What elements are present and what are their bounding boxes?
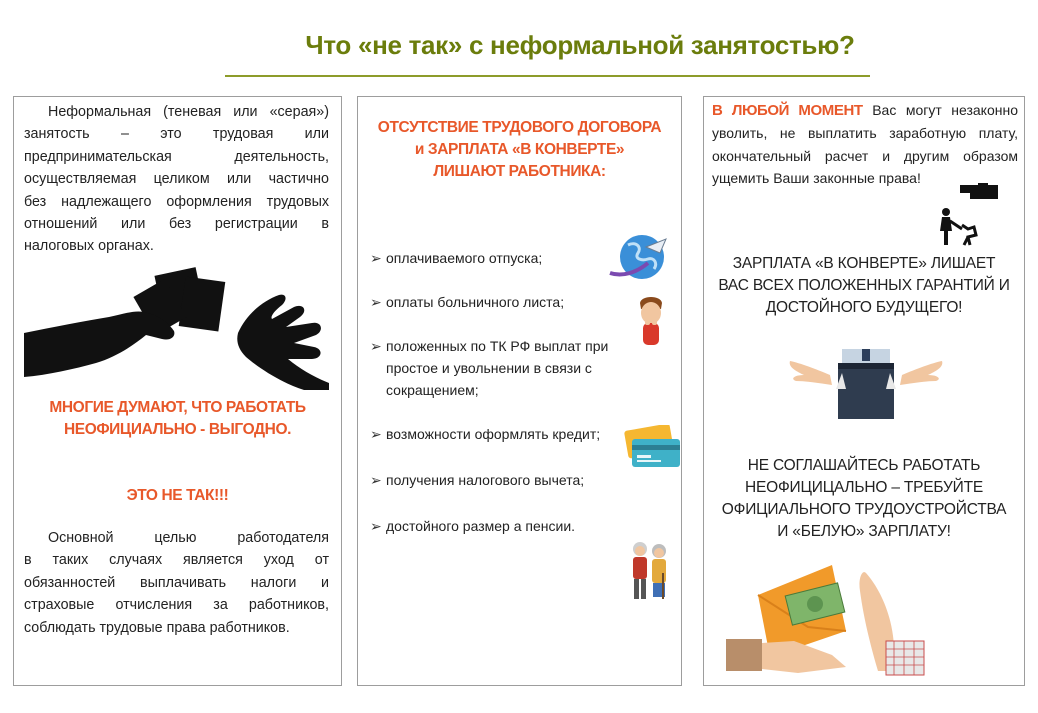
list-item-text: достойного размер а пенсии. <box>386 518 576 534</box>
list-item-text: простое и увольнении в связи с <box>386 360 592 376</box>
deprivation-list <box>370 247 640 537</box>
middle-heading-line-2: и ЗАРПЛАТА «В КОНВЕРТЕ» <box>414 141 625 158</box>
definition-line: Неформальная (теневая или «серая») <box>48 104 329 120</box>
not-so-statement: ЭТО НЕ ТАК!!! <box>126 487 229 504</box>
left-panel <box>13 96 342 686</box>
list-item <box>370 291 640 313</box>
fired-worker-icon <box>934 207 984 247</box>
middle-panel <box>357 96 682 686</box>
list-item <box>370 423 640 445</box>
definition-line: занятость – это трудовая или <box>24 126 329 143</box>
anytime-rest: Вас могут незаконно <box>862 102 1018 118</box>
list-item-text: положенных по ТК РФ выплат при <box>386 338 609 354</box>
advice-line: ОФИЦИАЛЬНОГО ТРУДОУСТРОЙСТВА <box>721 501 1007 518</box>
myth-line-1: МНОГИЕ ДУМАЮТ, ЧТО РАБОТАТЬ <box>49 399 306 416</box>
goal-line: обязанностей выплачивать налоги и <box>24 574 329 591</box>
envelope-line: ДОСТОЙНОГО БУДУЩЕГО! <box>765 299 963 316</box>
myth-line-2: НЕОФИЦИАЛЬНО - ВЫГОДНО. <box>63 421 292 438</box>
definition-line: налоговых органах. <box>24 238 154 255</box>
goal-line: соблюдать трудовые права работников. <box>24 619 290 636</box>
advice-line: НЕ СОГЛАШАЙТЕСЬ РАБОТАТЬ <box>747 457 981 474</box>
list-item-text: оплаты больничного листа; <box>386 294 565 310</box>
middle-heading-line-1: ОТСУТСТВИЕ ТРУДОВОГО ДОГОВОРА <box>377 119 662 136</box>
arrow-bullet-icon: ➢ <box>370 426 382 442</box>
advice-line: И «БЕЛУЮ» ЗАРПЛАТУ! <box>777 523 951 540</box>
list-item <box>370 247 640 269</box>
goal-line: в таких случаях является уход от <box>24 552 329 569</box>
definition-line: осуществляемая целиком или частично <box>24 171 329 188</box>
arrow-bullet-icon: ➢ <box>370 518 382 534</box>
arrow-bullet-icon: ➢ <box>370 338 382 354</box>
empty-pockets-icon <box>786 349 946 419</box>
advice-line: НЕОФИЦИЦАЛЬНО – ТРЕБУЙТЕ <box>744 479 984 496</box>
definition-line: отношений или без регистрации в <box>24 216 329 233</box>
anytime-line: ущемить Ваши законные права! <box>712 170 921 187</box>
arrow-bullet-icon: ➢ <box>370 472 382 488</box>
list-item-text: возможности оформлять кредит; <box>386 426 601 442</box>
list-item-text: сокращением; <box>386 382 479 398</box>
anytime-paragraph <box>712 99 1018 190</box>
anytime-line <box>712 99 1018 122</box>
list-item <box>370 515 640 537</box>
anytime-line: уволить, не выплатить заработную плату, <box>712 125 1018 142</box>
pointing-hand-icon <box>960 181 998 201</box>
anytime-bold: В ЛЮБОЙ МОМЕНТ <box>712 102 863 119</box>
definition-line: без надлежащего оформления трудовых <box>24 193 329 210</box>
middle-heading-line-3: ЛИШАЮТ РАБОТНИКА: <box>433 163 606 180</box>
list-item-text: получения налогового вычета; <box>386 472 585 488</box>
worried-man-icon <box>635 293 667 349</box>
definition-line: предпринимательская деятельность, <box>24 148 329 165</box>
definition-paragraph <box>24 101 329 258</box>
envelope-money-icon <box>722 561 927 681</box>
right-panel <box>703 96 1025 686</box>
arrow-bullet-icon: ➢ <box>370 294 382 310</box>
title-underline <box>225 75 870 77</box>
envelope-line: ВАС ВСЕХ ПОЛОЖЕННЫХ ГАРАНТИЙ И <box>718 277 1010 294</box>
list-item <box>370 335 640 401</box>
page-title: Что «не так» с неформальной занятостью? <box>305 30 855 60</box>
elderly-couple-icon <box>626 537 674 603</box>
goal-line: Основной целью работодателя <box>48 530 329 546</box>
handover-silhouette-icon <box>24 265 329 390</box>
list-item <box>370 469 640 491</box>
anytime-line: окончательный расчет и другим образом <box>712 147 1018 164</box>
goal-paragraph <box>24 527 329 639</box>
arrow-bullet-icon: ➢ <box>370 250 382 266</box>
goal-line: страховые отчисления за работников, <box>24 597 329 614</box>
list-item-text: оплачиваемого отпуска; <box>386 250 543 266</box>
envelope-line: ЗАРПЛАТА «В КОНВЕРТЕ» ЛИШАЕТ <box>732 255 996 272</box>
credit-card-icon <box>624 425 682 469</box>
globe-plane-icon <box>608 233 670 283</box>
